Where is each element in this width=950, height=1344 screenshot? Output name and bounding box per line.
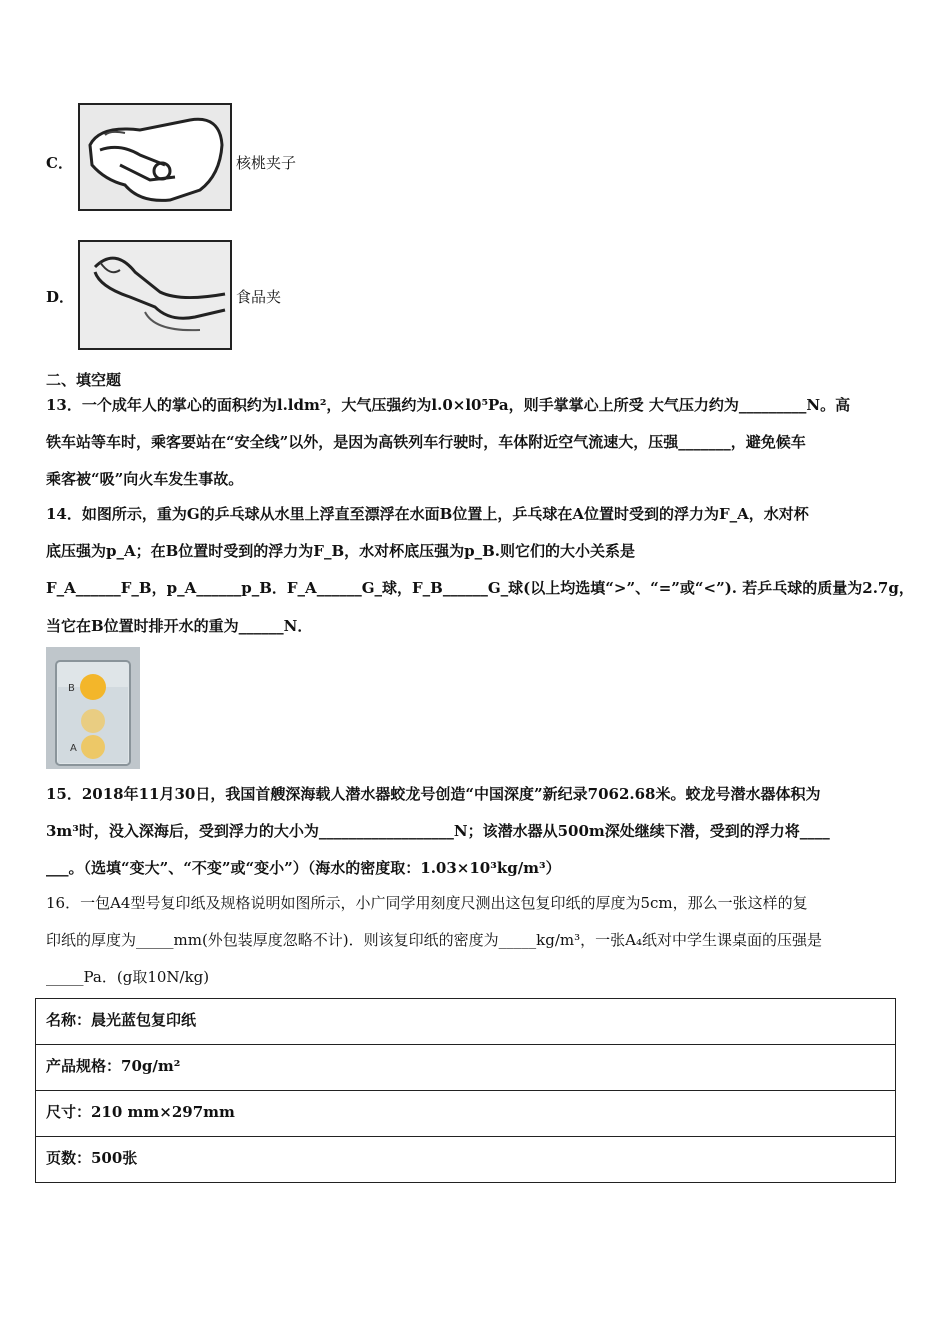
option-d-label: D． [46,288,75,306]
spec-grammage: 产品规格：70g/m² [36,1045,896,1091]
q16-line-2: 印纸的厚度为_____mm(外包装厚度忽略不计)．则该复印纸的密度为_____kg/m³，一张A₄纸对中学生课桌面的压强是 [46,931,822,949]
table-row [36,999,896,1045]
q14-line-2: 底压强为p_A；在B位置时受到的浮力为F_B，水对杯底压强为p_B.则它们的大小关系是 [46,542,636,560]
beaker-icon [46,647,140,769]
q15-line-1: 15．2018年11月30日，我国首艘深海载人潜水器蛟龙号创造“中国深度”新纪录7062.68米。蛟龙号潜水器体积为 [46,785,821,803]
q16-line-1: 16．一包A4型号复印纸及规格说明如图所示，小广同学用刻度尺测出这包复印纸的厚度为5cm，那么一张这样的复 [46,894,808,912]
table-row [36,1137,896,1183]
q13-line-2: 铁车站等车时，乘客要站在“安全线”以外，是因为高铁列车行驶时，车体附近空气流速大，压强_______，避免候车 [46,433,806,451]
spec-pages: 页数：500张 [36,1137,896,1183]
q15-line-2: 3m³时，没入深海后，受到浮力的大小为__________________N；该潜水器从500m深处继续下潜，受到的浮力将____ [46,822,830,840]
nutcracker-icon [78,103,232,211]
q14-line-4: 当它在B位置时排开水的重为______N． [46,617,313,635]
option-c-caption: 核桃夹子 [236,154,297,172]
spec-name: 名称：晨光蓝包复印纸 [36,999,896,1045]
label-b: B [68,683,75,694]
label-a: A [70,743,77,754]
q14-line-1: 14．如图所示，重为G的乒乓球从水里上浮直至漂浮在水面B位置上，乒乓球在A位置时受到的浮力为F_A，水对杯 [46,505,809,523]
food-tongs-icon [78,240,232,350]
table-row [36,1045,896,1091]
q16-line-3: _____Pa．(g取10N/kg) [46,968,210,986]
q13-line-1: 13．一个成年人的掌心的面积约为l.ldm²，大气压强约为l.0×l0⁵Pa，则手掌掌心上所受 大气压力约为_________N。高 [46,396,851,414]
option-d-caption: 食品夹 [236,288,282,306]
table-row [36,1091,896,1137]
spec-size: 尺寸：210 mm×297mm [36,1091,896,1137]
section-title: 二、填空题 [46,371,122,389]
q13-line-3: 乘客被“吸”向火车发生事故。 [46,470,244,488]
q15-line-3: ___。（选填“变大”、“不变”或“变小”）（海水的密度取：1.03×10³kg/m³） [46,859,561,877]
spec-table [35,998,896,1183]
option-c-label: C． [46,154,73,172]
q14-line-3: F_A______F_B，p_A______p_B．F_A______G_球，F_B______G_球(以上均选填“>”、“=”或“<”). 若乒乓球的质量为2.7g， [46,579,914,597]
